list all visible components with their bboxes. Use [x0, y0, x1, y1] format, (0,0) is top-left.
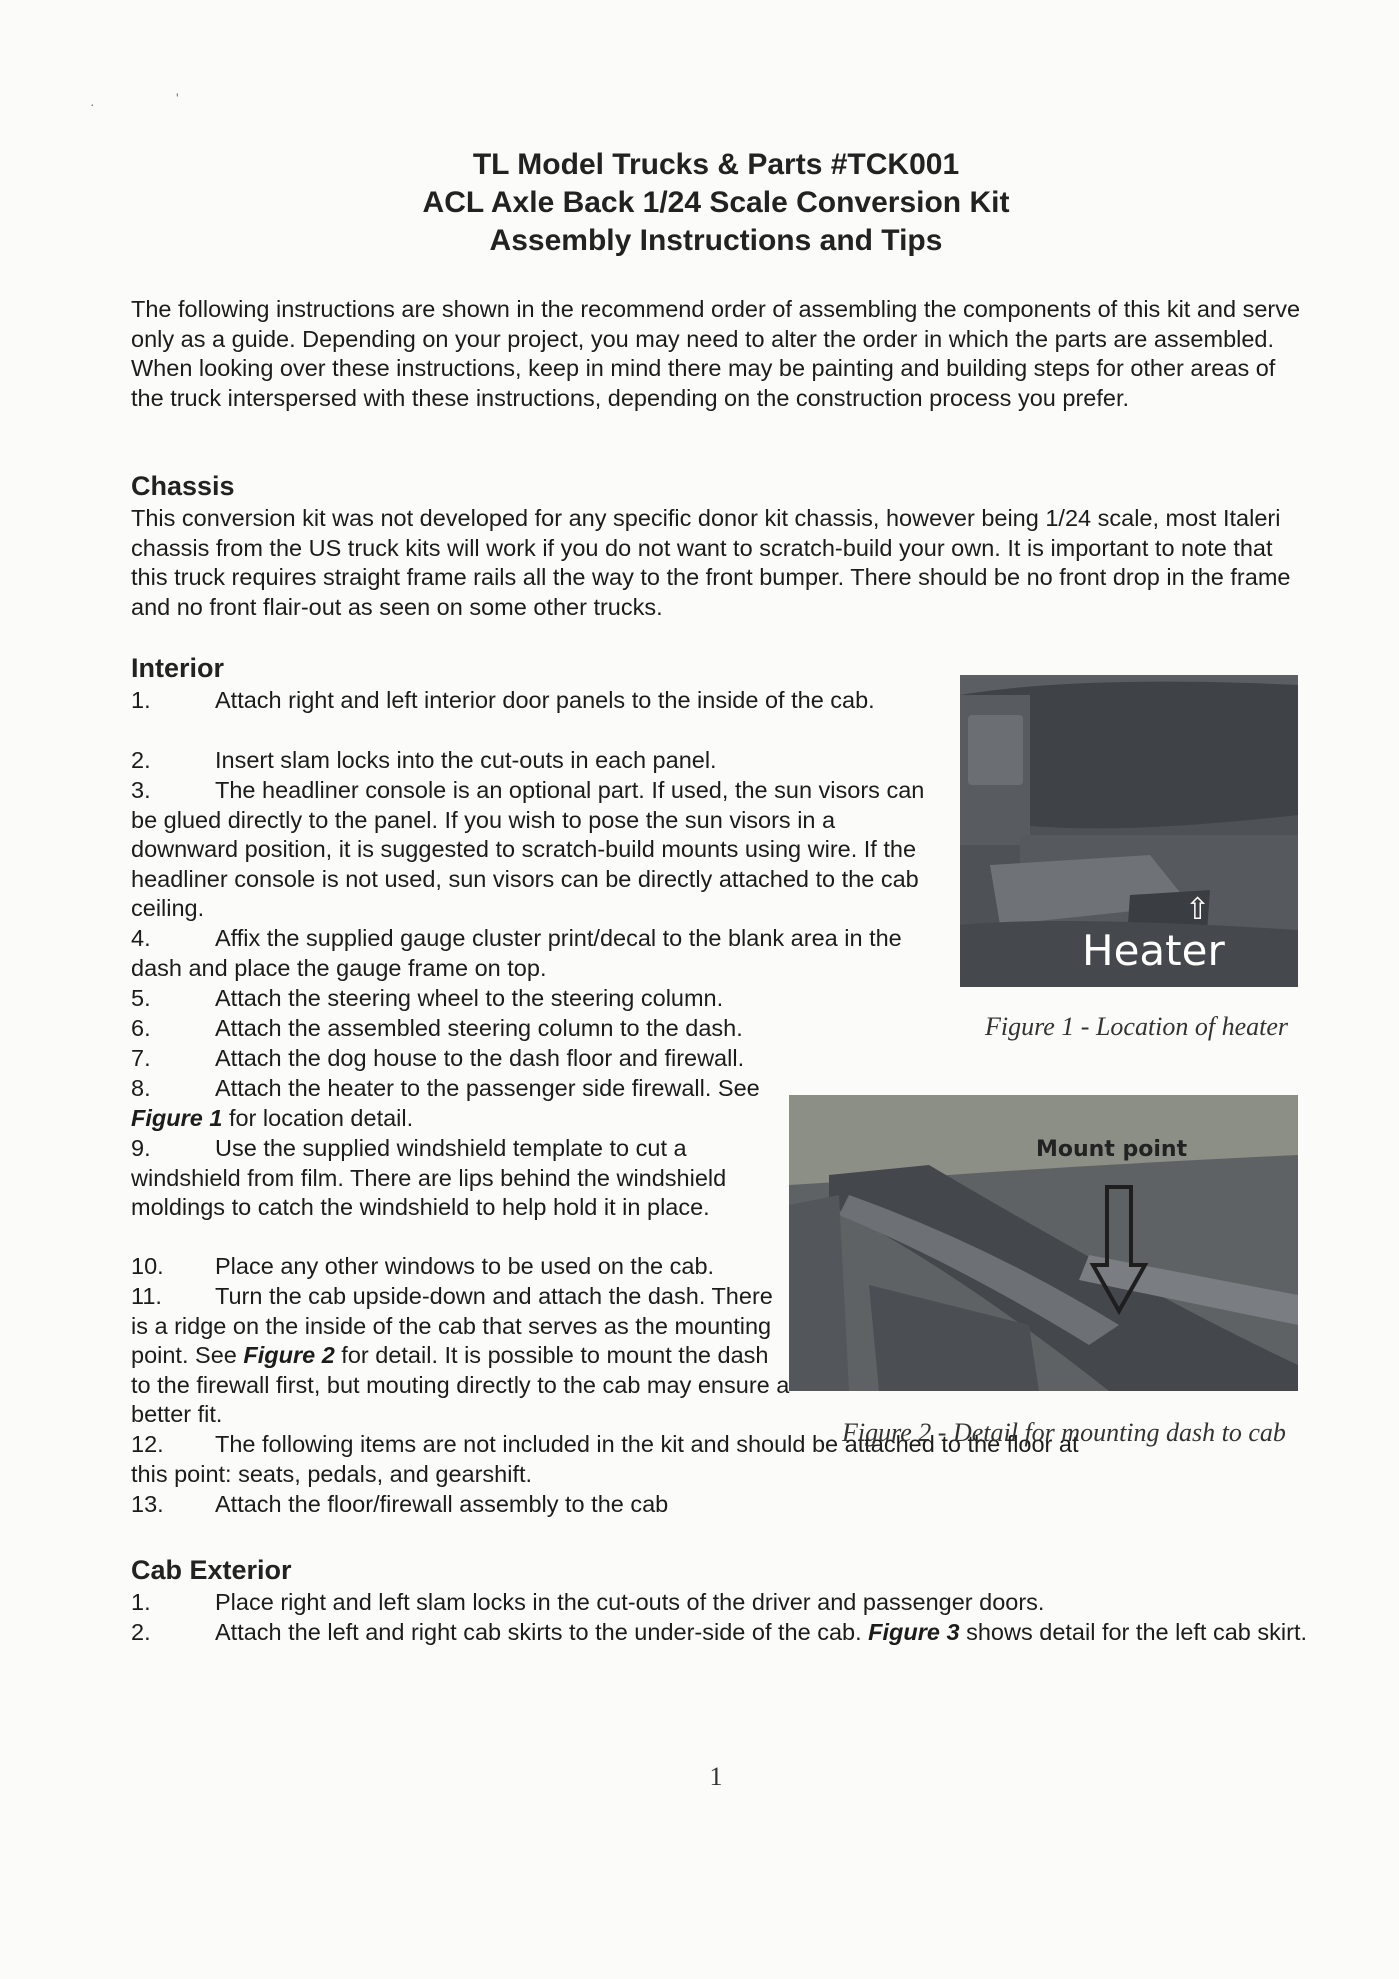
interior-step	[131, 1134, 771, 1223]
down-arrow-icon	[1089, 1185, 1149, 1315]
intro-paragraph: The following instructions are shown in the recommend order of assembling the components of this kit and serve only as a guide. Depending on your project, you may need to alter the order in which the parts are assembled. When looking over these instructions, keep in mind there may be painting and building steps for other areas of the truck interspersed with these instructions, depending on the construction process you prefer.	[131, 296, 1301, 411]
step-number: 7.	[131, 1045, 151, 1071]
scan-speck: ·	[90, 96, 95, 112]
interior-step	[131, 746, 911, 776]
step-number: 5.	[131, 985, 151, 1011]
scan-speck: '	[176, 90, 179, 106]
interior-step	[131, 776, 931, 924]
interior-heading: Interior	[131, 653, 225, 683]
step-number: 10.	[131, 1253, 164, 1279]
step-text: Turn the cab upside-down and attach the dash. There is a ridge on the inside of the cab that serves as the mounting point. See	[131, 1283, 773, 1368]
figure-1-caption: Figure 1 - Location of heater	[985, 1012, 1289, 1041]
figure-reference: Figure 3	[868, 1619, 960, 1645]
step-number: 12.	[131, 1431, 164, 1457]
step-text: Place right and left slam locks in the cut-outs of the driver and passenger doors.	[215, 1589, 1045, 1615]
step-text: Attach the floor/firewall assembly to the cab	[215, 1491, 669, 1517]
interior-step	[131, 1044, 931, 1074]
step-text: Attach the steering wheel to the steering column.	[215, 985, 724, 1011]
step-text: Attach the heater to the passenger side firewall. See	[215, 1075, 760, 1101]
page-number: 1	[709, 1762, 723, 1791]
step-number: 2.	[131, 1619, 151, 1645]
step-text: Attach right and left interior door panels to the inside of the cab.	[215, 687, 875, 713]
step-text: Place any other windows to be used on the cab.	[215, 1253, 715, 1279]
interior-step	[131, 686, 911, 716]
step-text: Use the supplied windshield template to cut a windshield from film. There are lips behind the windshield moldings to catch the windshield to help hold it in place.	[131, 1135, 727, 1220]
step-number: 1.	[131, 687, 151, 713]
title-line-1: TL Model Trucks & Parts #TCK001	[472, 148, 960, 181]
step-text: The following items are not included in the kit and should be attached to the floor at this point: seats, pedals, and gearshift.	[131, 1431, 1079, 1487]
interior-step	[131, 984, 931, 1014]
figure-2-photo	[789, 1095, 1298, 1391]
step-text: Insert slam locks into the cut-outs in each panel.	[215, 747, 717, 773]
cab-exterior-heading: Cab Exterior	[131, 1555, 292, 1585]
step-text: for detail. It is possible to mount the dash to the firewall first, but mouting directly to the cab may ensure a better fit.	[131, 1342, 790, 1427]
cab-exterior-step	[131, 1618, 1313, 1648]
step-number: 4.	[131, 925, 151, 951]
interior-step	[131, 1074, 781, 1133]
figure-reference: Figure 2	[243, 1342, 335, 1368]
interior-step	[131, 1282, 791, 1430]
heater-arrow-icon: ⇧	[1185, 893, 1211, 926]
step-number: 11.	[131, 1283, 162, 1309]
title-line-2: ACL Axle Back 1/24 Scale Conversion Kit	[422, 186, 1010, 219]
figure-1-photo	[960, 675, 1298, 987]
step-text: Attach the left and right cab skirts to the under-side of the cab.	[215, 1619, 869, 1645]
step-number: 3.	[131, 777, 151, 803]
step-text: Affix the supplied gauge cluster print/decal to the blank area in the dash and place the gauge frame on top.	[131, 925, 902, 981]
interior-step	[131, 1252, 791, 1282]
interior-step	[131, 924, 951, 983]
cab-exterior-step	[131, 1588, 1313, 1618]
step-text: for location detail.	[222, 1104, 414, 1131]
step-text: Attach the dog house to the dash floor and firewall.	[215, 1045, 745, 1071]
figure-2-caption: Figure 2 - Detail for mounting dash to cab	[842, 1418, 1286, 1447]
chassis-paragraph: This conversion kit was not developed for any specific donor kit chassis, however being 1/24 scale, most Italeri chassis from the US truck kits will work if you do not want to scratch-build your own. It is important to note that this truck requires straight frame rails all the way to the front bumper. There should be no front drop in the frame and no front flair-out as seen on some other trucks.	[131, 505, 1291, 620]
step-text: Attach the assembled steering column to the dash.	[215, 1015, 743, 1041]
step-number: 8.	[131, 1075, 151, 1101]
interior-step	[131, 1490, 1091, 1520]
step-number: 2.	[131, 747, 151, 773]
step-number: 13.	[131, 1491, 164, 1517]
title-block	[0, 146, 1399, 260]
step-text: shows detail for the left cab skirt.	[959, 1619, 1308, 1645]
heater-label: Heater	[1082, 926, 1225, 975]
interior-step	[131, 1014, 931, 1044]
step-text: The headliner console is an optional part. If used, the sun visors can be glued directly to the panel. If you wish to pose the sun visors in a downward position, it is suggested to scratch-build mounts using wire. If the headliner console is not used, sun visors can be directly attached to the cab ceiling.	[131, 777, 925, 921]
step-number: 9.	[131, 1135, 151, 1161]
title-line-3: Assembly Instructions and Tips	[489, 224, 943, 257]
step-number: 6.	[131, 1015, 151, 1041]
step-number: 1.	[131, 1589, 151, 1615]
mount-point-label: Mount point	[1036, 1137, 1188, 1162]
figure-reference: Figure 1	[131, 1104, 223, 1131]
chassis-heading: Chassis	[131, 471, 235, 501]
